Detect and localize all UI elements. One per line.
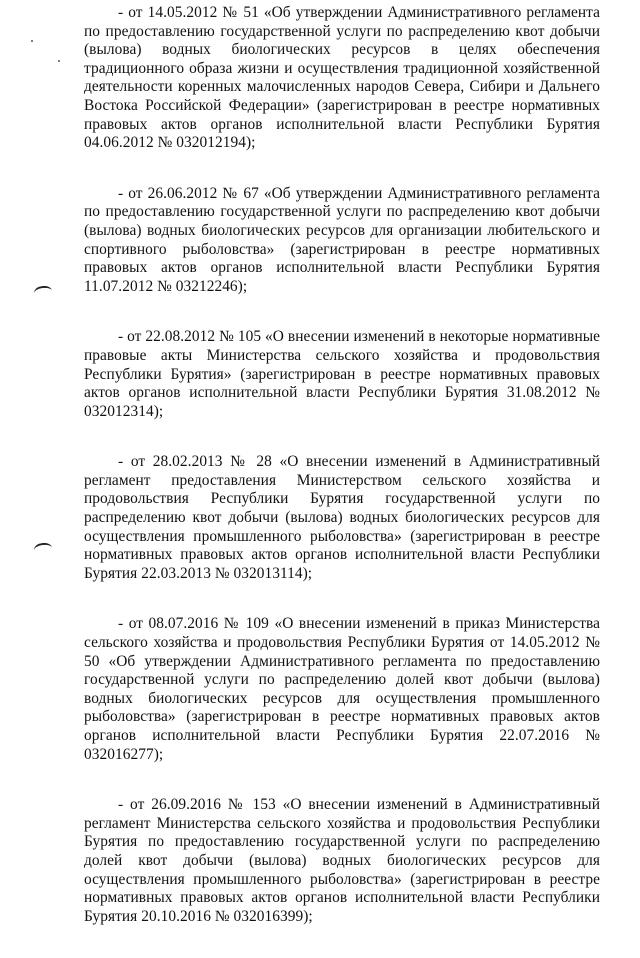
document-page — [84, 4, 600, 958]
list-item: - от 26.09.2016 № 153 «О внесении изменений в Административный регламент Министерства сельского хозяйства и продовольствия Республики Бурятия по предоставлению государственной услуги по распределению долей квот добычи (вылова) водных биологических ресурсов для осуществления промышленного рыболовства» (зарегистрирован в реестре нормативных правовых актов органов исполнительной власти Республики Бурятия 20.10.2016 № 032016399); — [84, 796, 600, 925]
list-item: - от 08.07.2016 № 109 «О внесении изменений в приказ Министерства сельского хозяйства и продовольствия Республики Бурятия от 14.05.2012 № 50 «Об утверждении Административного регламента по предоставлению государственной услуги по распределению долей квот добычи (вылова) водных биологических ресурсов для осуществления промышленного рыболовства» (зарегистрирован в реестре нормативных правовых актов органов исполнительной власти Республики Бурятия 22.07.2016 № 032016277); — [84, 615, 600, 763]
scan-speck — [58, 60, 60, 62]
list-item: - от 26.06.2012 № 67 «Об утверждении Административного регламента по предоставлению государственной услуги по распределению квот добычи (вылова) водных биологических ресурсов для организации любительского и спортивного рыболовства» (зарегистрирован в реестре нормативных правовых актов органов исполнительной власти Республики Бурятия 11.07.2012 № 03212246); — [84, 184, 600, 295]
hole-punch-mark — [33, 542, 52, 556]
list-item: - от 28.02.2013 № 28 «О внесении изменений в Административный регламент предоставления Министерством сельского хозяйства и продовольствия Республики Бурятия государственной услуги по распределению квот добычи (вылова) водных биологических ресурсов для осуществления промышленного рыболовства» (зарегистрирован в реестре нормативных правовых актов органов исполнительной власти Республики Бурятия 22.03.2013 № 032013114); — [84, 453, 600, 582]
list-item: - от 14.05.2012 № 51 «Об утверждении Административного регламента по предоставлению государственной услуги по распределению квот добычи (вылова) водных биологических ресурсов в целях обеспечения традиционного образа жизни и осуществления традиционной хозяйственной деятельности коренных малочисленных народов Севера, Сибири и Дальнего Востока Российской Федерации» (зарегистрирован в реестре нормативных правовых актов органов исполнительной власти Республики Бурятия 04.06.2012 № 032012194); — [84, 4, 600, 152]
hole-punch-mark — [33, 285, 52, 299]
list-item: - от 22.08.2012 № 105 «О внесении изменений в некоторые нормативные правовые акты Министерства сельского хозяйства и продовольствия Республики Бурятия» (зарегистрирован в реестре нормативных правовых актов органов исполнительной власти Республики Бурятия 31.08.2012 № 032012314); — [84, 328, 600, 420]
scan-speck — [31, 40, 33, 42]
